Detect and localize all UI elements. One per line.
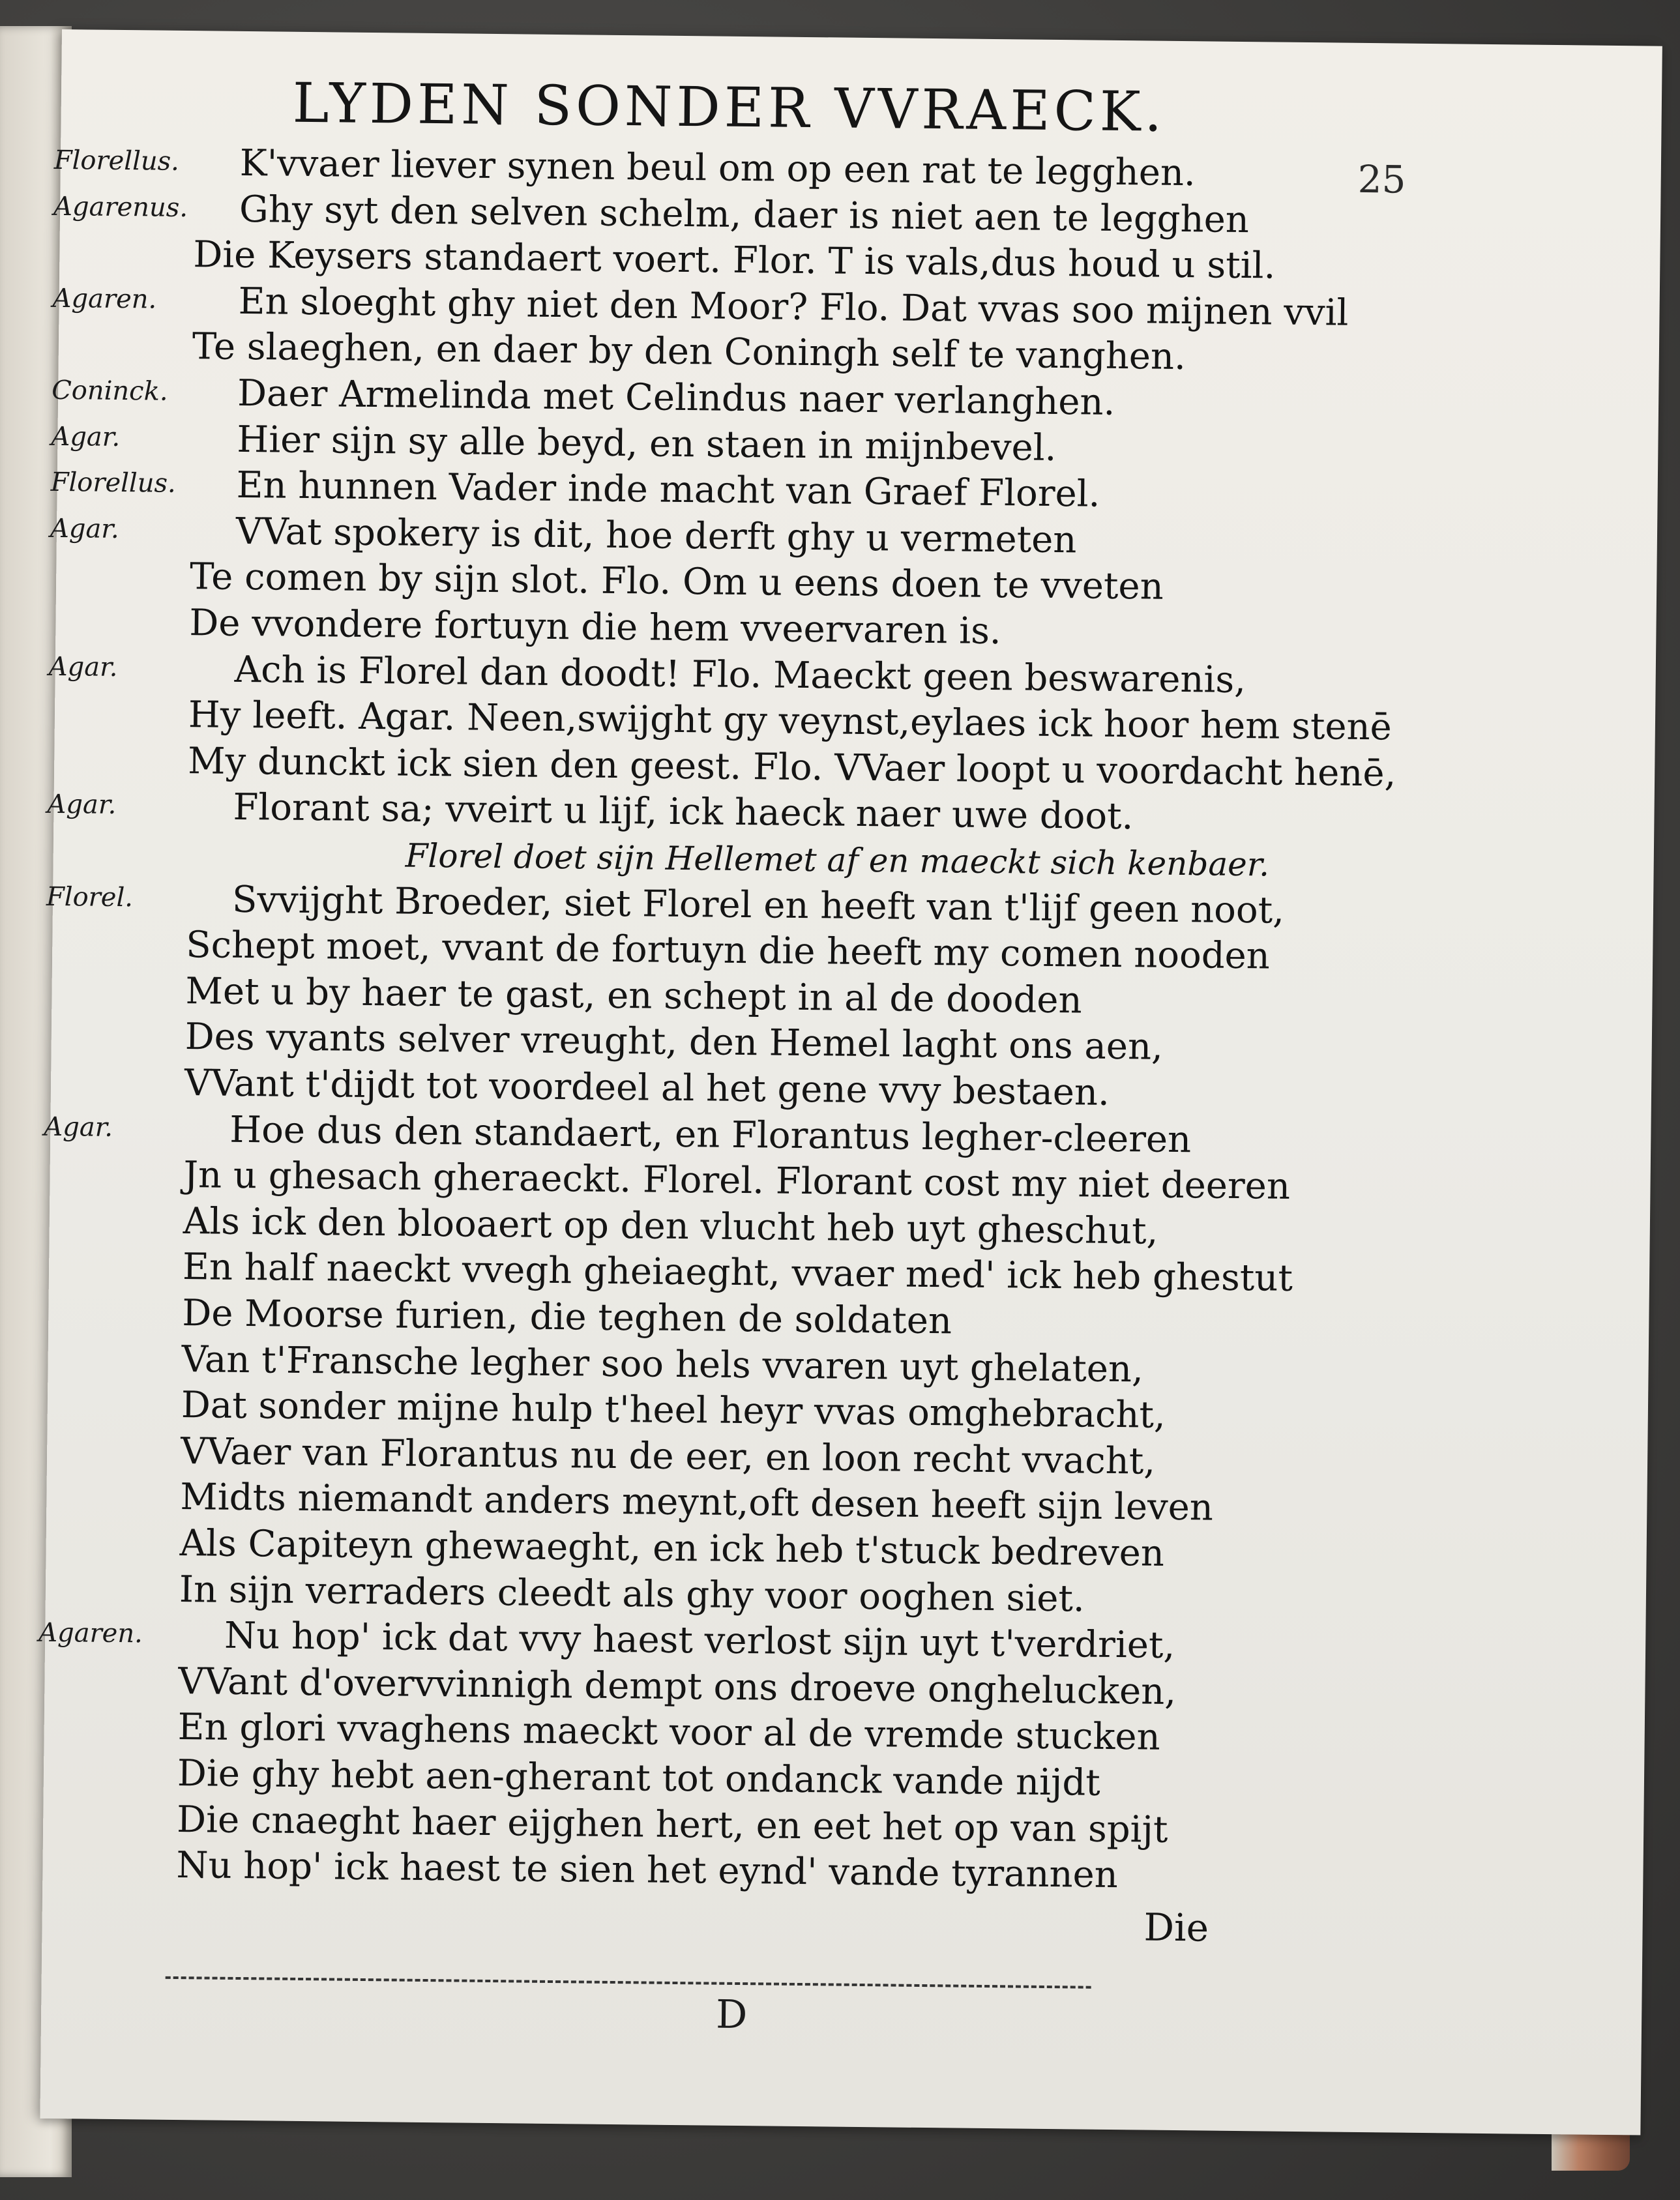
verse-line: Als Capiteyn ghewaeght, en ick heb t'stuck bedreven (179, 1522, 1165, 1575)
verse-line: Die ghy hebt aen-gherant tot ondanck vande nijdt (177, 1752, 1101, 1804)
verse-line: De Moorse furien, die teghen de soldaten (182, 1292, 952, 1343)
verse-line: Van t'Fransche legher soo hels vvaren uyt ghelaten, (181, 1338, 1144, 1391)
speaker-label: Agar. (50, 513, 119, 544)
verse-line: Svvijght Broeder, siet Florel en heeft van t'lijf geen noot, (231, 878, 1285, 932)
verse-line: In sijn verraders cleedt als ghy voor ooghen siet. (179, 1568, 1085, 1621)
verse-line: Des vyants selver vreught, den Hemel laght ons aen, (184, 1016, 1164, 1069)
speaker-label: Florellus. (50, 467, 176, 499)
verse-line: Te comen by sijn slot. Flo. Om u eens doen te vveten (189, 555, 1164, 609)
speaker-label: Agar. (48, 651, 118, 682)
speaker-label: Agar. (51, 421, 121, 452)
verse-line: My dunckt ick sien den geest. Flo. VVaer loopt u voordacht henē, (187, 739, 1396, 795)
verse-line: VVant t'dijdt tot voordeel al het gene vvy bestaen. (184, 1062, 1110, 1114)
verse-line: VVant d'overvvinnigh dempt ons droeve onghelucken, (178, 1660, 1177, 1713)
verse-line: Te slaeghen, en daer by den Coningh self te vanghen. (192, 325, 1186, 379)
verse-line: Daer Armelinda met Celindus naer verlanghen. (237, 372, 1115, 424)
verse-line: Hy leeft. Agar. Neen,swijght gy veynst,eylaes ick hoor hem stenē (188, 694, 1393, 749)
verse-line: En sloeght ghy niet den Moor? Flo. Dat vvas soo mijnen vvil (238, 280, 1349, 334)
verse-line: Florant sa; vveirt u lijf, ick haeck naer uwe doot. (233, 786, 1134, 838)
verse-line: Dat sonder mijne hulp t'heel heyr vvas omghebracht, (181, 1384, 1166, 1437)
verse-line: Jn u ghesach gheraeckt. Florel. Florant cost my niet deeren (183, 1154, 1291, 1209)
verse-line: Hier sijn sy alle beyd, en staen in mijnbevel. (237, 418, 1057, 469)
verse-line: Als ick den blooaert op den vlucht heb uyt gheschut, (183, 1199, 1158, 1253)
verse-line: Ghy syt den selven schelm, daer is niet aen te legghen (239, 188, 1250, 241)
verse-line: En glori vvaghens maeckt voor al de vremde stucken (177, 1706, 1161, 1759)
verse-line: Die cnaeght haer eijghen hert, en eet het op van spijt (176, 1798, 1168, 1851)
verse-line: Ach is Florel dan doodt! Flo. Maeckt geen beswarenis, (234, 648, 1246, 701)
stage-direction: Florel doet sijn Hellemet af en maeckt sich kenbaer. (405, 836, 1270, 884)
speaker-label: Agaren. (38, 1617, 143, 1649)
verse-line: Die Keysers standaert voert. Flor. T is vals,dus houd u stil. (193, 233, 1276, 287)
verse-line: En hunnen Vader inde macht van Graef Florel. (236, 464, 1100, 516)
speaker-label: Agaren. (52, 283, 157, 315)
page-number: 25 (1357, 156, 1406, 202)
verse-line: VVat spokery is dit, hoe derft ghy u vermeten (235, 510, 1077, 562)
signature-mark: D (715, 1991, 748, 2038)
book-page (40, 29, 1662, 2135)
speaker-label: Florel. (46, 881, 134, 913)
verse-line: De vvondere fortuyn die hem vveervaren is. (189, 602, 1002, 653)
speaker-label: Coninck. (51, 375, 168, 407)
bottom-rule (166, 1976, 1091, 1989)
verse-line: Schept moet, vvant de fortuyn die heeft my comen nooden (185, 924, 1271, 978)
verse-line: K'vvaer liever synen beul om op een rat te legghen. (239, 141, 1196, 195)
verse-line: Nu hop' ick haest te sien het eynd' vande tyrannen (176, 1844, 1119, 1897)
speaker-label: Florellus. (53, 145, 180, 177)
speaker-label: Agarenus. (53, 191, 188, 223)
running-header: LYDEN SONDER VVRAECK. (292, 70, 1166, 144)
speaker-label: Agar. (47, 789, 117, 821)
verse-line: Hoe dus den standaert, en Florantus legher-cleeren (229, 1108, 1192, 1161)
catchword: Die (1143, 1905, 1209, 1950)
speaker-label: Agar. (44, 1111, 113, 1143)
verse-line: En half naeckt vvegh gheiaeght, vvaer med' ick heb ghestut (182, 1246, 1293, 1300)
verse-line: VVaer van Florantus nu de eer, en loon recht vvacht, (180, 1430, 1156, 1483)
verse-line: Met u by haer te gast, en schept in al de dooden (185, 969, 1082, 1022)
verse-line: Midts niemandt anders meynt,oft desen heeft sijn leven (180, 1476, 1214, 1530)
verse-line: Nu hop' ick dat vvy haest verlost sijn uyt t'verdriet, (224, 1614, 1175, 1667)
